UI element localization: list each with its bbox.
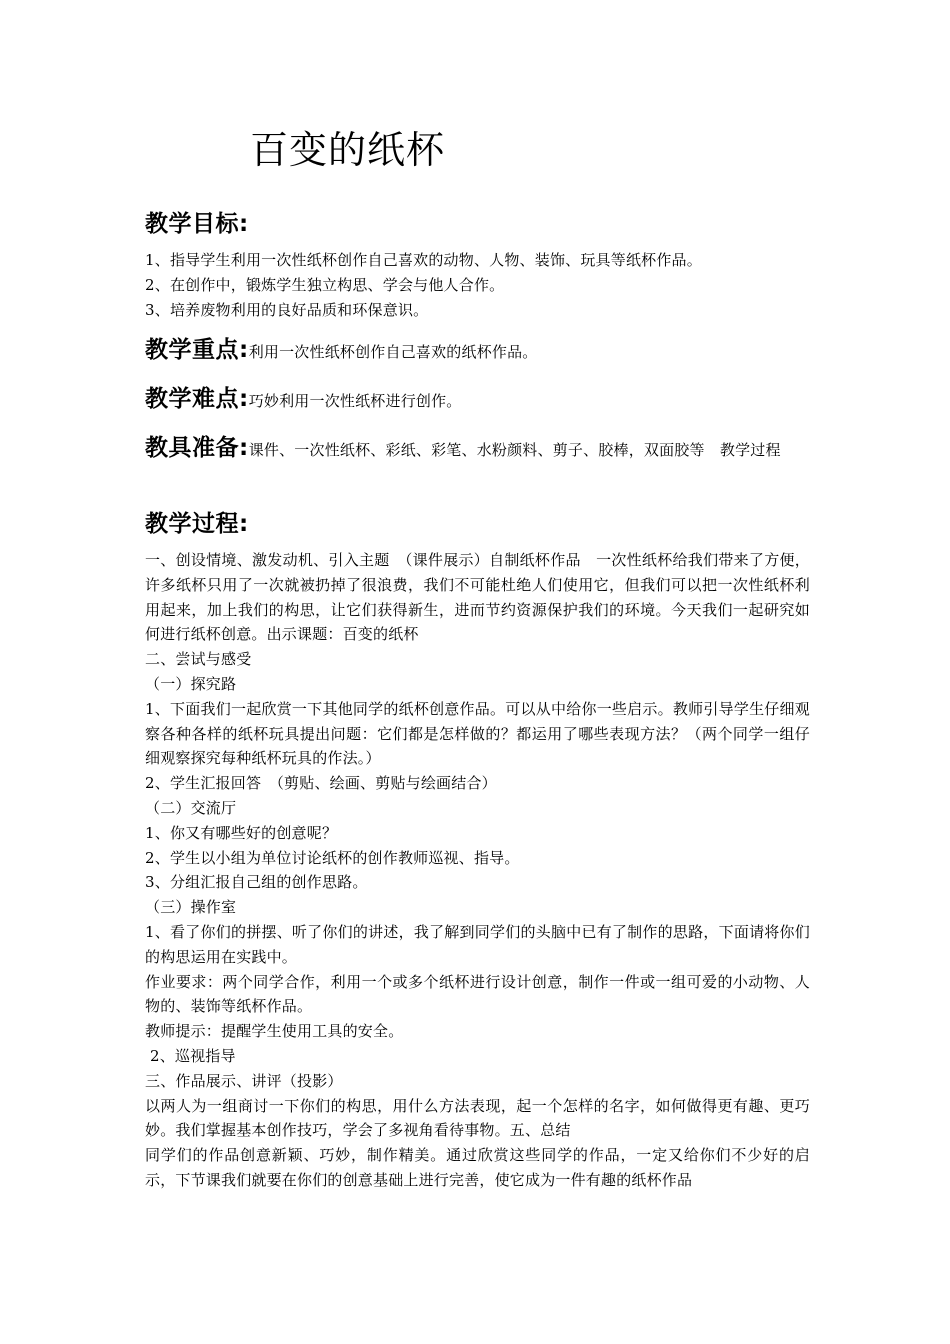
materials-text: 课件、一次性纸杯、彩纸、彩笔、水粉颜料、剪子、胶棒，双面胶等 教学过程 [248, 441, 781, 459]
summary-paragraph: 同学们的作品创意新颖、巧妙，制作精美。通过欣赏这些同学的作品，一定又给你们不少好的启示，下节课我们就要在你们的创意基础上进行完善，使它成为一件有趣的纸杯作品 [145, 1146, 810, 1189]
key-point-heading: 教学重点: [145, 337, 249, 363]
sub-two-item: 2、学生以小组为单位讨论纸杯的创作教师巡视、指导。 [145, 848, 520, 867]
sub-three-title: （三）操作室 [145, 898, 237, 917]
difficulty-heading: 教学难点: [145, 386, 249, 412]
objective-item: 2、在创作中，锻炼学生独立构思、学会与他人合作。 [145, 275, 505, 294]
difficulty-text: 巧妙利用一次性纸杯进行创作。 [248, 392, 462, 410]
teacher-tip: 教师提示：提醒学生使用工具的安全。 [145, 1022, 404, 1041]
sub-two-title: （二）交流厅 [145, 798, 237, 817]
sub-one-paragraph: 1、下面我们一起欣赏一下其他同学的纸杯创意作品。可以从中给你一些启示。教师引导学生仔细观察各种各样的纸杯玩具提出问题：它们都是怎样做的？都运用了哪些表现方法？（两个同学一组仔细观察探究每种纸杯玩具的作法。） [145, 699, 810, 768]
objectives-heading: 教学目标: [145, 211, 249, 237]
objective-item: 3、培养废物利用的良好品质和环保意识。 [145, 300, 429, 319]
document-title: 百变的纸杯 [250, 128, 446, 172]
sub-three-paragraph: 1、看了你们的拼摆、听了你们的讲述，我了解到同学们的头脑中已有了制作的思路，下面请将你们的构思运用在实践中。 [145, 922, 810, 966]
difficulty-section [145, 379, 810, 421]
materials-heading: 教具准备: [145, 435, 249, 461]
sub-two-item: 1、你又有哪些好的创意呢？ [145, 823, 338, 842]
patrol-guidance: 2、巡视指导 [145, 1046, 236, 1065]
homework-requirement: 作业要求：两个同学合作，利用一个或多个纸杯进行设计创意，制作一件或一组可爱的小动物、人物的、装饰等纸杯作品。 [145, 972, 810, 1016]
objectives-list [145, 248, 810, 322]
process-section [145, 504, 810, 544]
section-three-paragraph: 以两人为一组商讨一下你们的构思，用什么方法表现，起一个怎样的名字，如何做得更有趣、更巧妙。我们掌握基本创作技巧，学会了多视角看待事物。五、总结 [145, 1096, 810, 1140]
key-point-text: 利用一次性纸杯创作自己喜欢的纸杯作品。 [248, 343, 538, 361]
objectives-section [145, 204, 810, 244]
sub-two-item: 3、分组汇报自己组的创作思路。 [145, 873, 368, 892]
key-point-section [145, 330, 810, 372]
materials-section [145, 428, 810, 470]
section-two-heading: 二、尝试与感受 [145, 650, 252, 669]
section-three-heading: 三、作品展示、讲评（投影） [145, 1071, 343, 1090]
process-body [145, 548, 810, 1193]
process-intro: 一、创设情境、激发动机、引入主题 （课件展示）自制纸杯作品 一次性纸杯给我们带来了方便，许多纸杯只用了一次就被扔掉了很浪费，我们不可能杜绝人们使用它，但我们可以把一次性纸杯利用起来，加上我们的构思，让它们获得新生，进而节约资源保护我们的环境。今天我们一起研究如何进行纸杯创意。出示课题：百变的纸杯 [145, 551, 810, 644]
process-heading: 教学过程: [145, 511, 249, 537]
objective-item: 1、指导学生利用一次性纸杯创作自己喜欢的动物、人物、装饰、玩具等纸杯作品。 [145, 251, 702, 269]
sub-one-title: （一）探究路 [145, 674, 237, 693]
sub-one-answer: 2、学生汇报回答 （剪贴、绘画、剪贴与绘画结合） [145, 774, 497, 793]
